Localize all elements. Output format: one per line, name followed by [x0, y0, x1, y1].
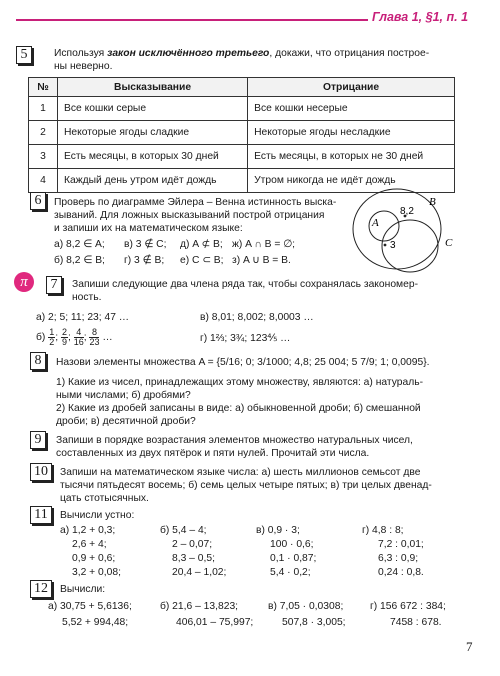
task-12-g1: г) 156 672 : 384;	[370, 601, 446, 612]
table-cell: Утром никогда не идёт дождь	[248, 169, 455, 193]
table-cell: Все кошки серые	[58, 97, 248, 121]
task-7-item-g: г) 1⅔; 3¾; 123⅘ …	[200, 333, 291, 344]
task-11-a2: 2,6 + 4;	[72, 539, 107, 550]
task-5-text-a: Используя	[54, 48, 108, 59]
task-6-item-b: б) 8,2 ∈ B;	[54, 255, 105, 266]
task-11-a3: 0,9 + 0,6;	[72, 553, 116, 564]
denominator: 16	[73, 337, 84, 347]
task-11-b1: б) 5,4 – 4;	[160, 525, 207, 536]
task-11-g1: г) 4,8 : 8;	[362, 525, 404, 536]
fraction	[89, 328, 99, 347]
task-9-line-2: составленных из двух пятёрок и пяти нулей. Прочитай эти числа.	[56, 448, 370, 459]
set-b-ellipse	[353, 189, 441, 269]
point-3	[384, 244, 387, 247]
table-cell: Есть месяцы, в которых 30 дней	[58, 145, 248, 169]
task-7-line-1: Запиши следующие два члена ряда так, чтобы сохранялась закономер-	[72, 279, 419, 290]
task-number-7: 7	[46, 276, 62, 294]
table-cell: Некоторые ягоды несладкие	[248, 121, 455, 145]
task-11-g3: 6,3 : 0,9;	[378, 553, 419, 564]
task-12-g2: 7458 : 678.	[390, 617, 442, 628]
task-number-11: 11	[30, 506, 52, 524]
table-cell: Некоторые ягоды сладкие	[58, 121, 248, 145]
task-7-item-b: б) $\frac{1}{2}$ ; $\frac{2}{9}$ ; $\frac{4}{16}$ ; $\frac{8}{23}$ …	[36, 327, 113, 347]
task-11-v2: 100 · 0,6;	[270, 539, 314, 550]
task-9-line-1: Запиши в порядке возрастания элементов множество натуральных чисел,	[56, 435, 413, 446]
task-10-line-1: Запиши на математическом языке числа: а) шесть миллионов семьсот две	[60, 467, 421, 478]
header-rule	[16, 19, 368, 21]
fraction	[74, 328, 84, 347]
task-11-b3: 8,3 – 0,5;	[172, 553, 215, 564]
numerator: 1	[49, 327, 55, 337]
task-11-a1: а) 1,2 + 0,3;	[60, 525, 116, 536]
task-11-title: Вычисли устно:	[60, 510, 135, 521]
table-cell: 2	[29, 121, 58, 145]
task-12-a1: а) 30,75 + 5,6136;	[48, 601, 132, 612]
task-11-g4: 0,24 : 0,8.	[378, 567, 424, 578]
task-number-9: 9	[30, 431, 46, 449]
task-10-line-2: тысячи пятьдесят восемь; б) семь целых четыре пятых; в) три целых двенад-	[60, 480, 432, 491]
euler-venn-diagram	[350, 186, 470, 276]
task-number-5: 5	[16, 46, 32, 64]
task-11-v4: 5,4 · 0,2;	[270, 567, 311, 578]
fraction	[48, 328, 55, 347]
chapter-title: Глава 1, §1, п. 1	[372, 10, 469, 24]
task-6-item-g: г) 3 ∉ B;	[124, 255, 165, 266]
pi-icon: π	[14, 272, 34, 292]
fraction	[61, 328, 68, 347]
task-6-item-d: д) A ⊄ B;	[180, 239, 223, 250]
task-5-law: закон исключённого третьего	[107, 48, 270, 59]
table-cell: Каждый день утром идёт дождь	[58, 169, 248, 193]
table-header: Отрицание	[248, 78, 455, 97]
table-row	[29, 97, 455, 121]
task-number-6: 6	[30, 192, 46, 210]
task-11-b4: 20,4 – 1,02;	[172, 567, 227, 578]
table-cell: 1	[29, 97, 58, 121]
table-cell: 3	[29, 145, 58, 169]
task-10-line-3: цать стотысячных.	[60, 493, 149, 504]
task-12-b1: б) 21,6 – 13,823;	[160, 601, 239, 612]
table-row	[29, 121, 455, 145]
table-header: Высказывание	[58, 78, 248, 97]
task-8-line-1: Назови элементы множества A = {5/16; 0; 3/1000; 4,8; 25 004; 5 7/9; 1; 0,0095}.	[56, 357, 430, 368]
task-6-item-v: в) 3 ∉ C;	[124, 239, 167, 250]
task-5-line-2: ны неверно.	[54, 61, 113, 72]
task-8-line-5: дроби; в) десятичной дроби?	[56, 416, 196, 427]
denominator: 9	[61, 337, 67, 347]
statements-table	[28, 77, 455, 193]
task-6-line-3: и запиши их на математическом языке:	[54, 223, 243, 234]
numerator: 8	[89, 328, 99, 338]
value-8-2: 8,2	[400, 206, 414, 217]
table-cell: Все кошки несерые	[248, 97, 455, 121]
numerator: 2	[61, 327, 67, 337]
numerator: 4	[74, 328, 84, 338]
label-c: C	[445, 237, 453, 249]
task-8-line-2: 1) Какие из чисел, принадлежащих этому множеству, являются: а) натураль-	[56, 377, 423, 388]
task-12-v1: в) 7,05 · 0,0308;	[268, 601, 344, 612]
task-number-10: 10	[30, 463, 52, 481]
task-number-8: 8	[30, 352, 46, 370]
task-11-v3: 0,1 · 0,87;	[270, 553, 317, 564]
task-7-line-2: ность.	[72, 292, 102, 303]
task-12-a2: 5,52 + 994,48;	[62, 617, 129, 628]
task-number-12: 12	[30, 580, 52, 598]
task-7-item-v: в) 8,01; 8,002; 8,0003 …	[200, 312, 314, 323]
value-3: 3	[390, 240, 396, 251]
task-5-text-c: , докажи, что отрицания построе-	[269, 48, 430, 59]
table-cell: 4	[29, 169, 58, 193]
task-12-title: Вычисли:	[60, 584, 106, 595]
label-a: A	[372, 217, 379, 229]
task-6-item-zh: ж) A ∩ B = ∅;	[232, 239, 296, 250]
task-6-line-1: Проверь по диаграмме Эйлера – Венна истинность выска-	[54, 197, 337, 208]
task-8-line-3: ными числами; б) дробями?	[56, 390, 191, 401]
task-7-item-a: а) 2; 5; 11; 23; 47 …	[36, 312, 130, 323]
task-6-item-a: а) 8,2 ∈ A;	[54, 239, 105, 250]
table-header: №	[29, 78, 58, 97]
table-cell: Есть месяцы, в которых не 30 дней	[248, 145, 455, 169]
task-8-line-4: 2) Какие из дробей записаны в виде: а) обыкновенной дроби; б) смешанной	[56, 403, 421, 414]
task-11-v1: в) 0,9 · 3;	[256, 525, 300, 536]
table-row	[29, 145, 455, 169]
task-11-g2: 7,2 : 0,01;	[378, 539, 424, 550]
task-6-item-z: з) A ∪ B = B.	[232, 255, 291, 266]
table-header-row	[29, 78, 455, 97]
task-12-v2: 507,8 · 3,005;	[282, 617, 346, 628]
task-7-b-label: б)	[36, 332, 46, 344]
task-5-line-1	[54, 47, 429, 60]
denominator: 2	[49, 337, 55, 347]
task-11-b2: 2 – 0,07;	[172, 539, 213, 550]
task-6-line-2: зываний. Для ложных высказываний построй отрицания	[54, 210, 325, 221]
task-11-a4: 3,2 + 0,08;	[72, 567, 121, 578]
label-b: B	[429, 196, 436, 208]
denominator: 23	[89, 337, 100, 347]
task-12-b2: 406,01 – 75,997;	[176, 617, 254, 628]
page-number: 7	[466, 639, 473, 654]
task-6-item-e: е) C ⊂ B;	[180, 255, 224, 266]
